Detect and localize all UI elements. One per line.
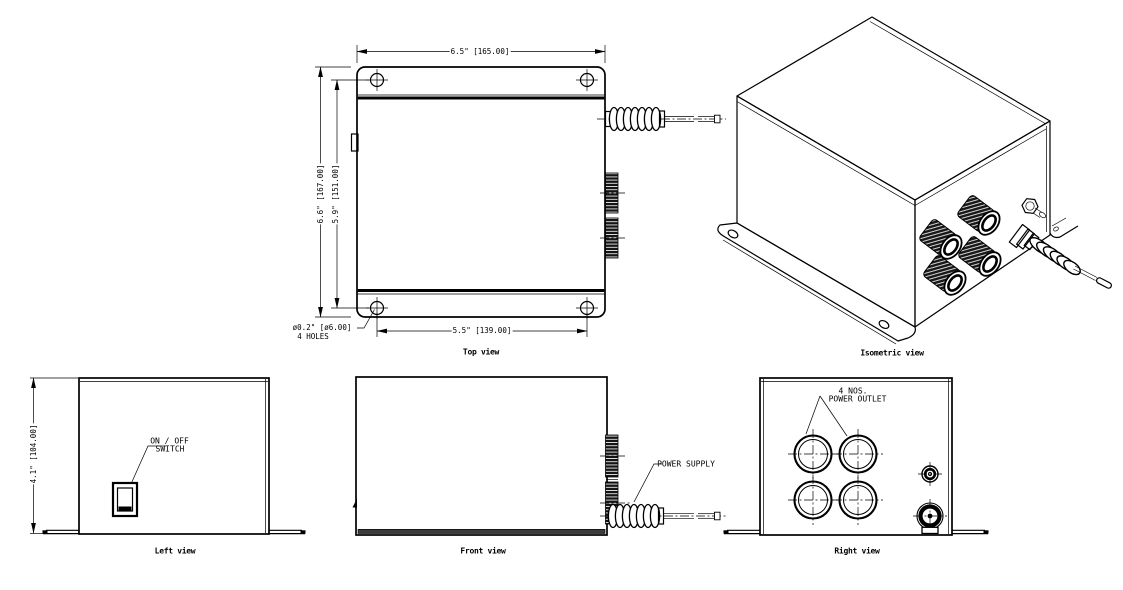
front-view-body — [356, 377, 607, 535]
left-view-body — [79, 378, 269, 534]
top-view-dimensions — [315, 45, 605, 337]
on-off-switch — [113, 483, 137, 516]
flange-foot-lip — [984, 530, 989, 533]
power-supply-leader — [634, 464, 662, 502]
top-view-plate — [357, 67, 605, 317]
iso-mounting-flange — [718, 223, 915, 344]
edge-mark — [353, 499, 358, 508]
caption-right-view: Right view — [834, 546, 880, 556]
flange-hole — [878, 319, 890, 330]
flange-foot-lip — [43, 530, 48, 533]
left-view — [30, 378, 306, 534]
power-inlet-connector — [913, 499, 947, 534]
small-connector — [918, 462, 942, 486]
power-outlet — [833, 429, 883, 479]
dim-left-height: 4.1" [104.00] — [28, 424, 38, 484]
power-cable-front — [600, 505, 726, 528]
flange-foot-lip — [724, 530, 729, 533]
power-cable-top — [597, 108, 726, 131]
flange-bend-bottom — [358, 289, 605, 292]
flange-foot-lip — [301, 530, 306, 533]
iso-power-cable — [1009, 225, 1112, 290]
dim-height-inner: 5.9" [151.00] — [331, 164, 340, 224]
isometric-view — [718, 17, 1113, 344]
caption-top-view: Top view — [462, 347, 500, 357]
power-outlet — [833, 475, 883, 525]
power-outlet — [788, 475, 838, 525]
switch-label-line1: ON / OFF — [150, 436, 189, 445]
power-outlet — [788, 429, 838, 479]
cable-tip — [1096, 277, 1113, 289]
caption-isometric-view: Isometric view — [860, 348, 924, 357]
base-flange-edge — [358, 529, 605, 533]
dim-hole-span: 5.5" [139.00] — [452, 326, 512, 335]
hole-note-line1: ø0.2" [ø6.00] — [292, 323, 352, 332]
outlet-label-line1: 4 NOS. — [838, 386, 868, 395]
iso-small-connector — [1022, 199, 1047, 219]
dim-width: 6.5" [165.00] — [450, 46, 510, 56]
outlet-leader — [806, 396, 820, 434]
flange-bend-top — [358, 97, 605, 100]
iso-power-outlets — [918, 194, 1005, 299]
outlet-label-line2: POWER OUTLET — [828, 394, 887, 404]
top-view — [315, 45, 726, 337]
front-view — [353, 377, 727, 535]
screw-hole — [366, 69, 388, 91]
screw-hole — [576, 69, 598, 91]
caption-left-view: Left view — [154, 546, 196, 556]
iso-front-face — [737, 96, 915, 327]
caption-front-view: Front view — [460, 546, 506, 556]
hole-note-line2: 4 HOLES — [297, 332, 329, 341]
power-supply-label: POWER SUPPLY — [657, 459, 715, 468]
dim-height-outer: 6.6" [167.00] — [315, 164, 325, 224]
iso-top-face — [737, 17, 1050, 200]
flange-hole — [727, 228, 739, 239]
switch-label-line2: SWITCH — [155, 444, 185, 453]
